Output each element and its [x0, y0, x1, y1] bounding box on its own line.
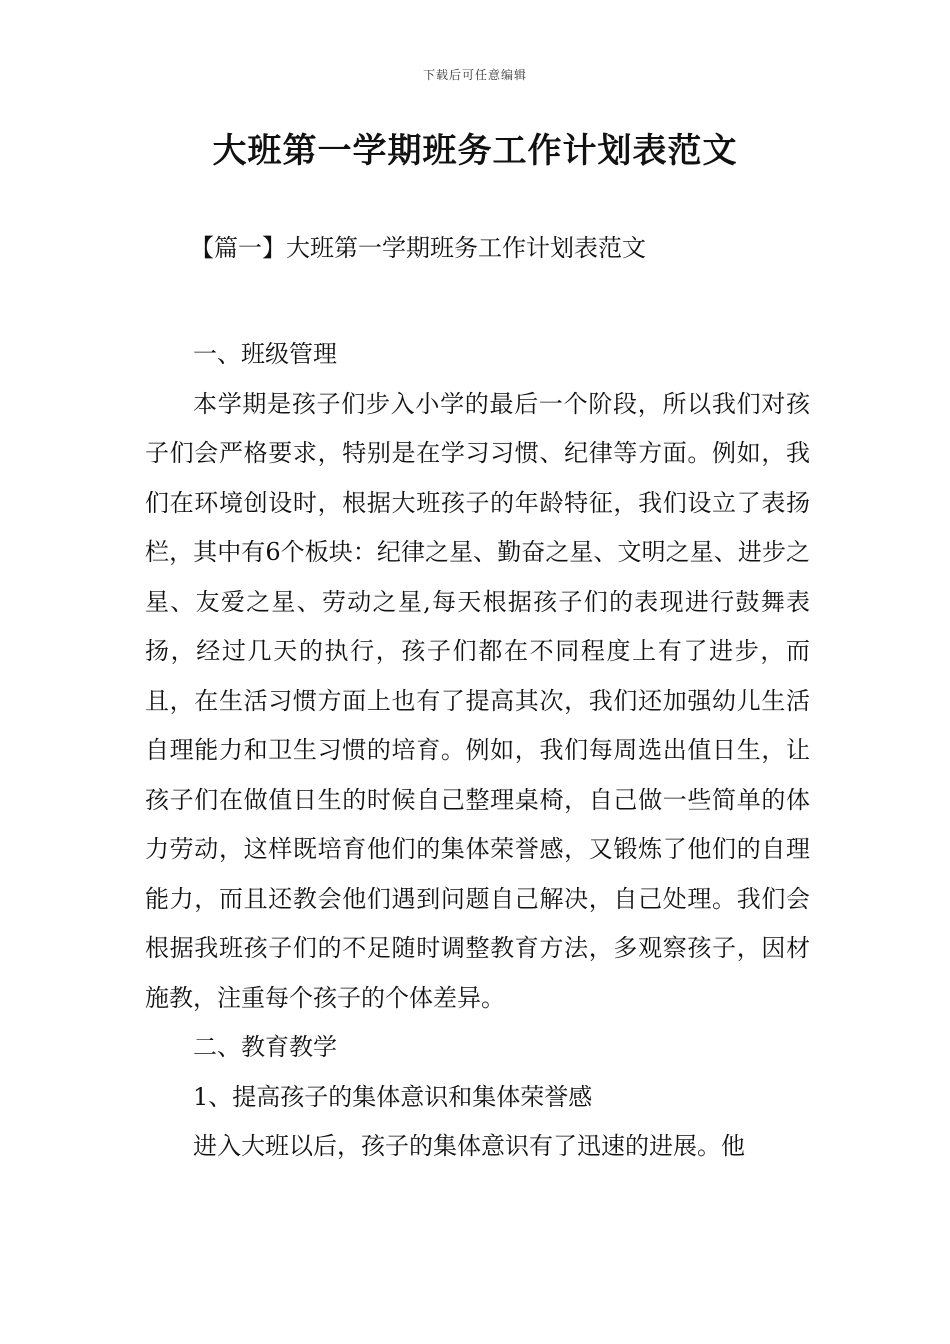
body-paragraph: 本学期是孩子们步入小学的最后一个阶段，所以我们对孩子们会严格要求，特别是在学习习惯、纪律等方面。例如，我们在环境创设时，根据大班孩子的年龄特征，我们设立了表扬栏，其中有6个板块：纪律之星、勤奋之星、文明之星、进步之星、友爱之星、劳动之星,每天根据孩子们的表现进行鼓舞表扬，经过几天的执行，孩子们都在不同程度上有了进步，而且，在生活习惯方面上也有了提高其次，我们还加强幼儿生活自理能力和卫生习惯的培育。例如，我们每周选出值日生，让孩子们在做值日生的时候自己整理桌椅，自己做一些简单的体力劳动，这样既培育他们的集体荣誉感，又锻炼了他们的自理能力，而且还教会他们遇到问题自己解决，自己处理。我们会根据我班孩子们的不足随时调整教育方法，多观察孩子，因材施教，注重每个孩子的个体差异。 — [145, 389, 810, 1012]
document-title: 大班第一学期班务工作计划表范文 — [212, 131, 738, 171]
header-note: 下载后可任意编辑 — [422, 68, 527, 82]
section-heading: 二、教育教学 — [193, 1033, 337, 1061]
body-paragraph: 进入大班以后，孩子的集体意识有了迅速的进展。他 — [193, 1132, 745, 1160]
subsection-heading: 1、提高孩子的集体意识和集体荣誉感 — [193, 1082, 593, 1111]
document-subtitle: 【篇一】大班第一学期班务工作计划表范文 — [190, 234, 646, 262]
section-heading: 一、班级管理 — [193, 340, 337, 368]
document-body — [145, 330, 810, 1172]
